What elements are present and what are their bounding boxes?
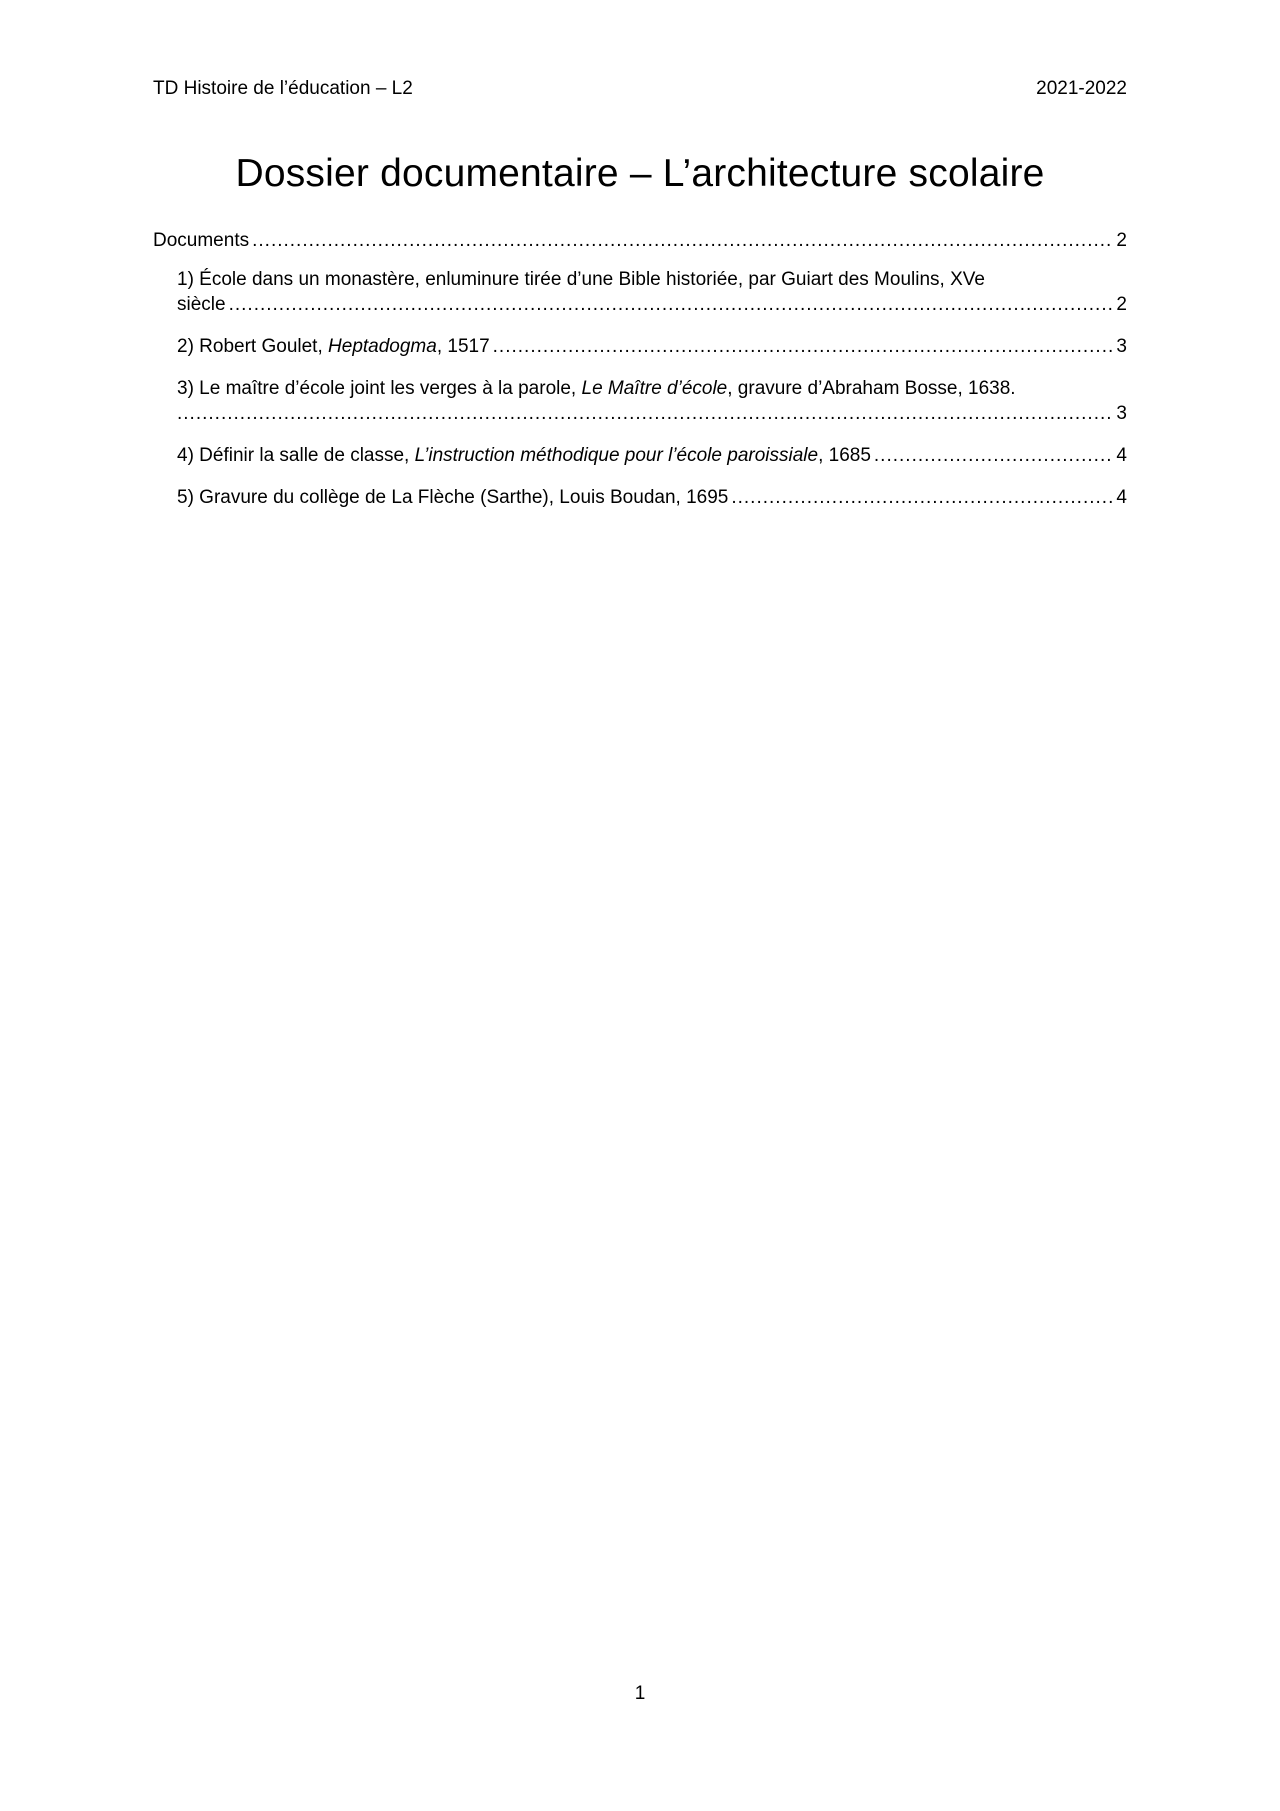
toc-page-number: 2 [1116,230,1127,251]
toc-entry-1[interactable] [153,267,1127,317]
toc-leader-dots [177,401,1114,426]
toc-entry-label-line1: 1) École dans un monastère, enluminure tirée d’une Bible historiée, par Guiart des Moulins, XVe [177,269,985,290]
toc-entry-4[interactable] [153,443,1127,468]
page-number: 1 [634,1683,646,1704]
page-header [153,78,1127,100]
toc-leader-dots [493,334,1115,359]
toc-entry-documents[interactable] [153,228,1127,253]
toc-entry-label: 5) Gravure du collège de La Flèche (Sarthe), Louis Boudan, 1695 [177,487,729,508]
toc-entry-italic-title: L’instruction méthodique pour l’école paroissiale [414,445,819,466]
toc-entry-label [177,334,490,359]
toc-entry-suffix: , 1685 [818,445,871,466]
toc-entry-label-line2: siècle [177,294,226,315]
toc-entry-2[interactable] [153,334,1127,359]
toc-entry-italic-title: Le Maître d’école [581,378,728,399]
toc-entry-suffix: , gravure d’Abraham Bosse, 1638. [727,378,1016,399]
header-course: TD Histoire de l’éducation – L2 [153,78,413,99]
header-year: 2021-2022 [1036,78,1127,99]
toc-entry-3[interactable] [153,376,1127,426]
toc-page-number: 2 [1116,294,1127,315]
toc-entry-prefix: 2) Robert Goulet, [177,336,329,357]
toc-page-number: 4 [1116,445,1127,466]
table-of-contents [153,228,1127,527]
toc-entry-label: Documents [153,230,250,251]
toc-leader-dots [874,443,1115,468]
toc-entry-suffix: , 1517 [436,336,490,357]
toc-page-number: 4 [1116,487,1127,508]
toc-entry-prefix: 4) Définir la salle de classe, [177,445,415,466]
toc-entry-5[interactable] [153,485,1127,510]
toc-page-number: 3 [1116,403,1127,424]
toc-page-number: 3 [1116,336,1127,357]
toc-entry-italic-title: Heptadogma [328,336,437,357]
toc-leader-dots [229,292,1115,317]
toc-entry-prefix: 3) Le maître d’école joint les verges à la parole, [177,378,582,399]
toc-entry-label [177,376,1127,401]
toc-leader-dots [252,228,1114,253]
page-title: Dossier documentaire – L’architecture scolaire [235,152,1045,195]
toc-leader-dots [731,485,1114,510]
toc-entry-label [177,443,871,468]
